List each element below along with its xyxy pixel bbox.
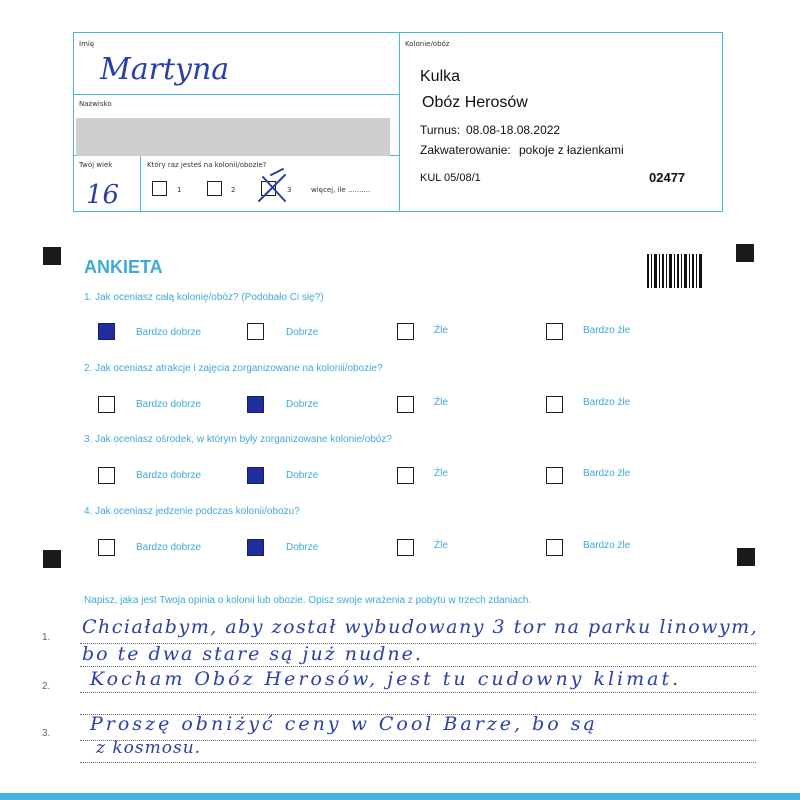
camp-subtitle: Obóz Herosów xyxy=(422,94,528,111)
visit-option-2-checkbox[interactable] xyxy=(207,181,222,196)
registration-marker-top-left xyxy=(43,247,61,265)
accommodation-value: pokoje z łazienkami xyxy=(519,143,624,157)
visit-option-3-label: 3 xyxy=(287,186,292,194)
visit-option-1-label: 1 xyxy=(177,186,182,194)
camp-label: Kolonie/obóz xyxy=(405,40,450,48)
q4-very-bad-label: Bardzo źle xyxy=(583,540,631,551)
q3-very-good-label: Bardzo dobrze xyxy=(136,470,202,481)
answer-line-3 xyxy=(80,692,756,693)
opinion-handwriting-line-4: Proszę obniżyć ceny w Cool Barze, bo są xyxy=(90,713,598,735)
q1-very-bad-label: Bardzo źle xyxy=(583,325,631,336)
surname-redaction xyxy=(76,118,390,156)
q3-very-bad-label: Bardzo źle xyxy=(583,468,631,479)
answer-line-6 xyxy=(80,762,756,763)
q3-bad-label: Źle xyxy=(434,468,448,479)
registration-marker-bottom-left xyxy=(43,550,61,568)
camp-info-box xyxy=(399,32,723,212)
surname-label: Nazwisko xyxy=(79,100,112,108)
q1-good-label: Dobrze xyxy=(286,327,319,338)
question-1-text: 1. Jak oceniasz całą kolonię/obóz? (Podobało Ci się?) xyxy=(84,292,324,303)
opinion-line-number-1: 1. xyxy=(42,632,51,643)
q3-bad-checkbox[interactable] xyxy=(397,467,414,484)
q2-bad-label: Źle xyxy=(434,397,448,408)
question-4-text: 4. Jak oceniasz jedzenie podczas kolonii/obozu? xyxy=(84,506,300,517)
name-divider xyxy=(73,94,400,95)
q2-very-bad-label: Bardzo źle xyxy=(583,397,631,408)
q2-very-good-label: Bardzo dobrze xyxy=(136,399,202,410)
q1-very-good-checkbox[interactable] xyxy=(98,323,115,340)
turnus-value: 08.08-18.08.2022 xyxy=(466,123,561,137)
q4-good-label: Dobrze xyxy=(286,542,319,553)
q4-very-bad-checkbox[interactable] xyxy=(546,539,563,556)
opinion-handwriting-line-3: Kocham Obóz Herosów, jest tu cudowny klimat. xyxy=(90,668,682,690)
q4-good-checkbox[interactable] xyxy=(247,539,264,556)
opinion-line-number-3: 3. xyxy=(42,728,51,739)
q2-good-label: Dobrze xyxy=(286,399,319,410)
first-name-label: Imię xyxy=(79,40,95,48)
camp-code: KUL 05/08/1 xyxy=(420,172,481,184)
q1-very-good-label: Bardzo dobrze xyxy=(136,327,202,338)
question-3-text: 3. Jak oceniasz ośrodek, w którym były zorganizowane kolonie/obóz? xyxy=(84,434,392,445)
turnus-label: Turnus: xyxy=(420,123,461,137)
q2-good-checkbox[interactable] xyxy=(247,396,264,413)
age-label: Twój wiek xyxy=(79,161,113,169)
q2-very-bad-checkbox[interactable] xyxy=(546,396,563,413)
q3-very-good-checkbox[interactable] xyxy=(98,467,115,484)
visit-option-1-checkbox[interactable] xyxy=(152,181,167,196)
first-name-value: Martyna xyxy=(100,52,230,87)
q4-bad-checkbox[interactable] xyxy=(397,539,414,556)
visit-more-label: więcej, ile .......... xyxy=(311,186,371,194)
age-divider xyxy=(140,155,141,212)
opinion-handwriting-line-2: bo te dwa stare są już nudne. xyxy=(82,643,423,665)
visit-option-3-cross-mark xyxy=(255,165,292,205)
barcode xyxy=(647,254,703,288)
registration-marker-bottom-right xyxy=(737,548,755,566)
q1-good-checkbox[interactable] xyxy=(247,323,264,340)
q1-bad-label: Źle xyxy=(434,325,448,336)
opinion-handwriting-line-1: Chciałabym, aby został wybudowany 3 tor na parku linowym, xyxy=(82,616,759,638)
question-2-text: 2. Jak oceniasz atrakcje i zajęcia zorganizowane na kolonii/obozie? xyxy=(84,363,383,374)
camp-name: Kulka xyxy=(420,68,461,85)
q2-bad-checkbox[interactable] xyxy=(397,396,414,413)
form-number: 02477 xyxy=(649,170,686,185)
q3-good-checkbox[interactable] xyxy=(247,467,264,484)
age-value: 16 xyxy=(86,180,120,210)
q4-very-good-label: Bardzo dobrze xyxy=(136,542,202,553)
q3-good-label: Dobrze xyxy=(286,470,319,481)
survey-title: ANKIETA xyxy=(84,257,163,277)
opinion-handwriting-line-5: z kosmosu. xyxy=(96,738,202,758)
answer-line-2 xyxy=(80,666,756,667)
visit-count-label: Który raz jesteś na kolonii/obozie? xyxy=(147,161,267,169)
q4-bad-label: Źle xyxy=(434,540,448,551)
opinion-prompt: Napisz, jaka jest Twoja opinia o kolonii lub obozie. Opisz swoje wrażenia z pobytu w trzech zdaniach. xyxy=(84,595,532,606)
registration-marker-top-right xyxy=(736,244,754,262)
accommodation-label: Zakwaterowanie: xyxy=(420,143,511,157)
footer-bar xyxy=(0,793,800,800)
opinion-line-number-2: 2. xyxy=(42,681,51,692)
q3-very-bad-checkbox[interactable] xyxy=(546,467,563,484)
q1-bad-checkbox[interactable] xyxy=(397,323,414,340)
q2-very-good-checkbox[interactable] xyxy=(98,396,115,413)
q4-very-good-checkbox[interactable] xyxy=(98,539,115,556)
visit-option-2-label: 2 xyxy=(231,186,236,194)
q1-very-bad-checkbox[interactable] xyxy=(546,323,563,340)
